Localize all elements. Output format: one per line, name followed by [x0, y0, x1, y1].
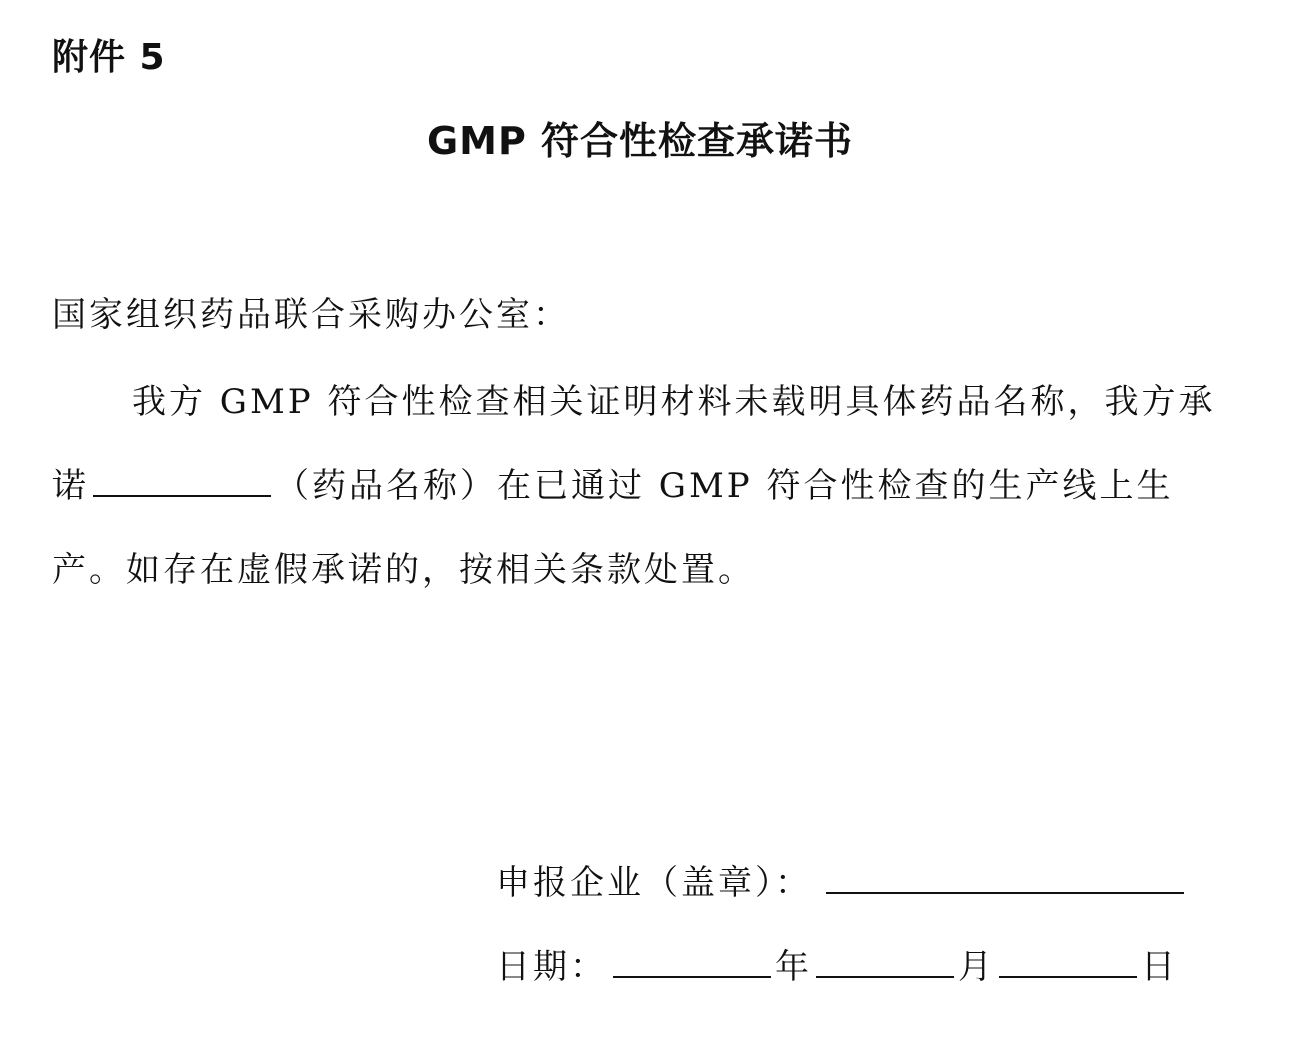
company-blank[interactable]: [826, 868, 1184, 894]
date-row: [496, 942, 1178, 992]
day-label: 日: [1141, 947, 1178, 987]
paragraph-part2: （药品名称）在已通过 GMP 符合性检查的生产线上生产。如存在虚假承诺的，按相关条款处置。: [52, 466, 1174, 590]
document-title: GMP 符合性检查承诺书: [426, 119, 854, 163]
month-label: 月: [958, 947, 995, 987]
product-name-blank[interactable]: [93, 471, 271, 497]
company-signature-row: [496, 858, 1184, 908]
year-blank[interactable]: [613, 952, 771, 978]
company-label: 申报企业（盖章）：: [496, 863, 812, 903]
paragraph-part1: 我方 GMP 符合性检查相关证明材料未载明具体药品名称，我方承诺: [52, 382, 1216, 506]
attachment-label: 附件 5: [52, 37, 166, 78]
year-label: 年: [775, 947, 812, 987]
addressee: 国家组织药品联合采购办公室：: [52, 295, 570, 335]
date-label: 日期：: [496, 947, 607, 987]
month-blank[interactable]: [816, 952, 954, 978]
commitment-paragraph: [52, 360, 1236, 612]
day-blank[interactable]: [999, 952, 1137, 978]
